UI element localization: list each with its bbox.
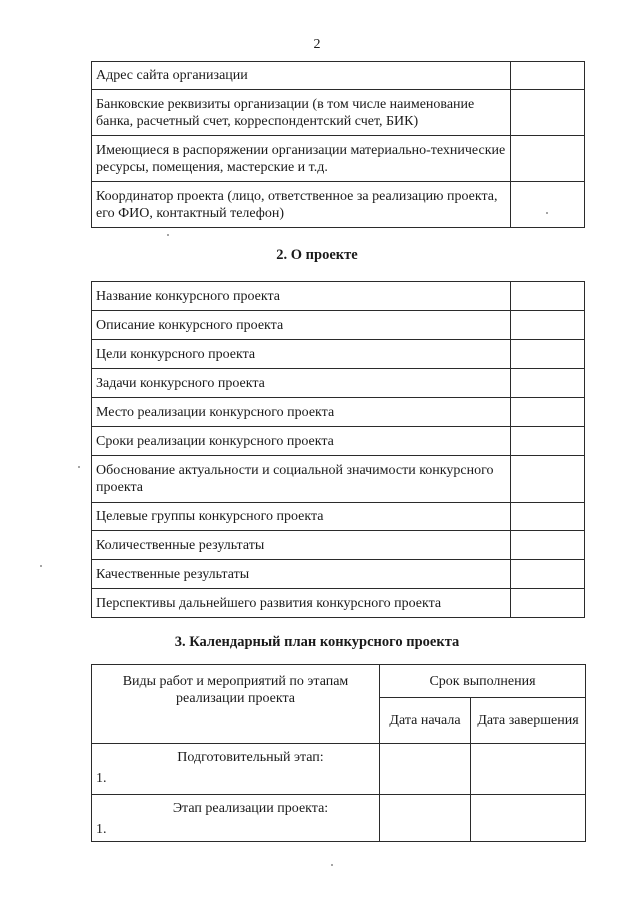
value-cell-project-tasks[interactable] — [511, 369, 585, 398]
row-label-project-name: Название конкурсного проекта — [92, 282, 511, 311]
column-header-end-date: Дата завершения — [471, 698, 586, 744]
table-row — [92, 62, 585, 90]
end-date-cell[interactable] — [471, 795, 586, 842]
stage-cell-preparatory[interactable] — [92, 744, 380, 795]
value-cell-qualitative-results[interactable] — [511, 560, 585, 589]
value-cell-project-name[interactable] — [511, 282, 585, 311]
row-label-project-dates: Сроки реализации конкурсного проекта — [92, 427, 511, 456]
column-header-works: Виды работ и мероприятий по этапам реализации проекта — [92, 665, 380, 744]
table-row — [92, 427, 585, 456]
table-row — [92, 795, 586, 842]
table-row — [92, 340, 585, 369]
value-cell-development-prospects[interactable] — [511, 589, 585, 618]
table-row — [92, 503, 585, 531]
stage-item-number: 1. — [96, 822, 107, 837]
stage-cell-implementation[interactable] — [92, 795, 380, 842]
row-label-project-tasks: Задачи конкурсного проекта — [92, 369, 511, 398]
table-row — [92, 311, 585, 340]
value-cell-project-relevance[interactable] — [511, 456, 585, 503]
section-heading-calendar-plan: 3. Календарный план конкурсного проекта — [174, 634, 460, 650]
table-row — [92, 398, 585, 427]
table-row — [92, 665, 586, 698]
value-cell-resources[interactable] — [511, 136, 585, 182]
row-label-bank-details: Банковские реквизиты организации (в том числе наименование банка, расчетный счет, корреспондентский счет, БИК) — [92, 90, 511, 136]
table-row — [92, 182, 585, 228]
table-row — [92, 744, 586, 795]
stage-title: Подготовительный этап: — [177, 750, 324, 765]
row-label-quantitative-results: Количественные результаты — [92, 531, 511, 560]
table-row — [92, 560, 585, 589]
row-label-coordinator: Координатор проекта (лицо, ответственное за реализацию проекта, его ФИО, контактный телефон) — [92, 182, 511, 228]
column-header-start-date: Дата начала — [380, 698, 471, 744]
page-number: 2 — [313, 37, 321, 52]
table-row — [92, 90, 585, 136]
row-label-project-relevance: Обоснование актуальности и социальной значимости конкурсного проекта — [92, 456, 511, 503]
start-date-cell[interactable] — [380, 795, 471, 842]
value-cell-website[interactable] — [511, 62, 585, 90]
value-cell-project-goals[interactable] — [511, 340, 585, 369]
row-label-target-groups: Целевые группы конкурсного проекта — [92, 503, 511, 531]
row-label-project-location: Место реализации конкурсного проекта — [92, 398, 511, 427]
value-cell-project-location[interactable] — [511, 398, 585, 427]
stage-title: Этап реализации проекта: — [172, 801, 329, 816]
row-label-resources: Имеющиеся в распоряжении организации материально-технические ресурсы, помещения, мастерские и т.д. — [92, 136, 511, 182]
row-label-development-prospects: Перспективы дальнейшего развития конкурсного проекта — [92, 589, 511, 618]
value-cell-bank-details[interactable] — [511, 90, 585, 136]
table-row — [92, 369, 585, 398]
section-heading-about-project: 2. О проекте — [276, 247, 358, 263]
column-header-term: Срок выполнения — [380, 665, 586, 698]
row-label-project-description: Описание конкурсного проекта — [92, 311, 511, 340]
calendar-plan-table — [91, 664, 586, 842]
organization-info-table — [91, 61, 585, 228]
value-cell-project-description[interactable] — [511, 311, 585, 340]
row-label-qualitative-results: Качественные результаты — [92, 560, 511, 589]
table-row — [92, 456, 585, 503]
table-row — [92, 136, 585, 182]
table-row — [92, 531, 585, 560]
stage-item-number: 1. — [96, 771, 107, 786]
table-row — [92, 589, 585, 618]
row-label-project-goals: Цели конкурсного проекта — [92, 340, 511, 369]
table-row — [92, 282, 585, 311]
project-info-table — [91, 281, 585, 618]
end-date-cell[interactable] — [471, 744, 586, 795]
row-label-website: Адрес сайта организации — [92, 62, 511, 90]
value-cell-target-groups[interactable] — [511, 503, 585, 531]
value-cell-quantitative-results[interactable] — [511, 531, 585, 560]
start-date-cell[interactable] — [380, 744, 471, 795]
value-cell-coordinator[interactable] — [511, 182, 585, 228]
value-cell-project-dates[interactable] — [511, 427, 585, 456]
